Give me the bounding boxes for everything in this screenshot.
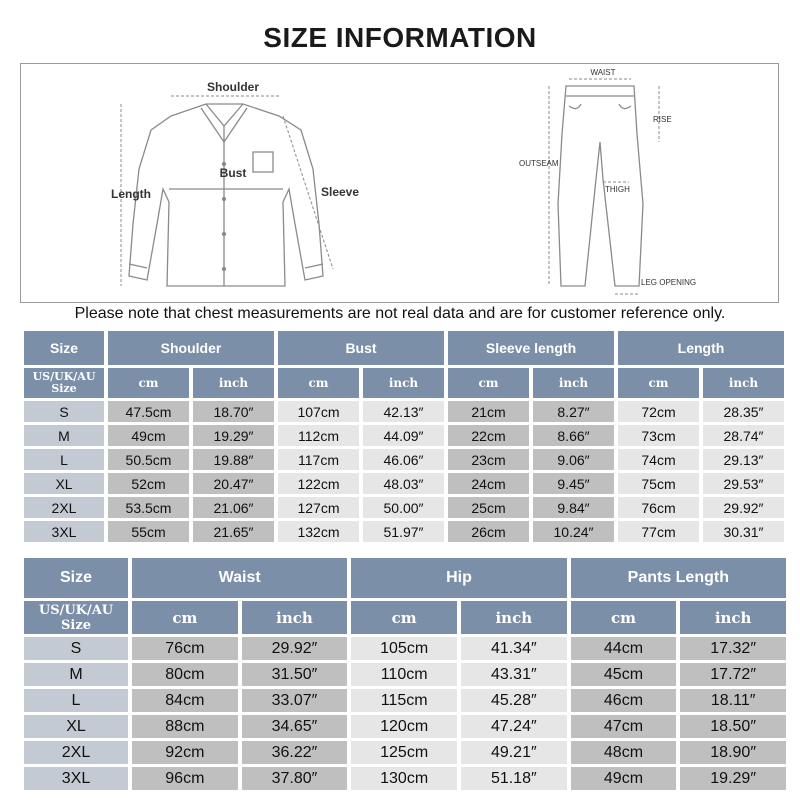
unit-inch: inch bbox=[461, 601, 567, 634]
cm-value-cell: 47.5cm bbox=[108, 401, 189, 422]
cm-value-cell: 24cm bbox=[448, 473, 529, 494]
cm-value-cell: 74cm bbox=[618, 449, 699, 470]
bust-header: Bust bbox=[278, 331, 444, 365]
shirt-label-bust: Bust bbox=[219, 166, 247, 180]
cm-value-cell: 25cm bbox=[448, 497, 529, 518]
pants-label-waist: WAIST bbox=[590, 68, 616, 77]
cm-value-cell: 117cm bbox=[278, 449, 359, 470]
inch-value-cell: 34.65″ bbox=[242, 715, 348, 738]
inch-value-cell: 37.80″ bbox=[242, 767, 348, 790]
size-label-cell: L bbox=[24, 689, 128, 712]
cm-value-cell: 50.5cm bbox=[108, 449, 189, 470]
inch-value-cell: 46.06″ bbox=[363, 449, 444, 470]
table-row bbox=[24, 497, 784, 518]
inch-value-cell: 50.00″ bbox=[363, 497, 444, 518]
table-row bbox=[24, 401, 784, 422]
inch-value-cell: 45.28″ bbox=[461, 689, 567, 712]
inch-value-cell: 29.92″ bbox=[703, 497, 784, 518]
unit-inch: inch bbox=[533, 368, 614, 398]
table-row bbox=[24, 663, 786, 686]
cm-value-cell: 112cm bbox=[278, 425, 359, 446]
size-label-cell: L bbox=[24, 449, 104, 470]
inch-value-cell: 18.90″ bbox=[680, 741, 786, 764]
inch-value-cell: 19.29″ bbox=[193, 425, 274, 446]
table-header-row bbox=[24, 331, 784, 365]
cm-value-cell: 130cm bbox=[351, 767, 457, 790]
shirt-label-length: Length bbox=[111, 187, 151, 201]
shirt-icon bbox=[129, 104, 323, 286]
size-region-header bbox=[24, 601, 128, 634]
size-label-cell: M bbox=[24, 425, 104, 446]
inch-value-cell: 18.50″ bbox=[680, 715, 786, 738]
pants-length-header: Pants Length bbox=[571, 558, 786, 598]
length-header: Length bbox=[618, 331, 784, 365]
cm-value-cell: 46cm bbox=[571, 689, 677, 712]
cm-value-cell: 49cm bbox=[571, 767, 677, 790]
size-label-cell: 2XL bbox=[24, 741, 128, 764]
unit-cm: cm bbox=[108, 368, 189, 398]
shirt-label-shoulder: Shoulder bbox=[206, 80, 260, 94]
inch-value-cell: 19.29″ bbox=[680, 767, 786, 790]
inch-value-cell: 28.35″ bbox=[703, 401, 784, 422]
cm-value-cell: 110cm bbox=[351, 663, 457, 686]
table-row bbox=[24, 473, 784, 494]
size-label-cell: 3XL bbox=[24, 767, 128, 790]
table-row bbox=[24, 521, 784, 542]
inch-value-cell: 21.65″ bbox=[193, 521, 274, 542]
inch-value-cell: 29.13″ bbox=[703, 449, 784, 470]
inch-value-cell: 36.22″ bbox=[242, 741, 348, 764]
table-unit-row bbox=[24, 601, 786, 634]
pants-size-table bbox=[20, 555, 790, 793]
cm-value-cell: 44cm bbox=[571, 637, 677, 660]
cm-value-cell: 132cm bbox=[278, 521, 359, 542]
unit-inch: inch bbox=[193, 368, 274, 398]
size-region-line1: US/UK/AU bbox=[32, 370, 96, 383]
cm-value-cell: 80cm bbox=[132, 663, 238, 686]
cm-value-cell: 47cm bbox=[571, 715, 677, 738]
size-label-cell: S bbox=[24, 637, 128, 660]
shirt-size-table bbox=[20, 328, 788, 545]
inch-value-cell: 48.03″ bbox=[363, 473, 444, 494]
size-label-cell: S bbox=[24, 401, 104, 422]
cm-value-cell: 52cm bbox=[108, 473, 189, 494]
pants-label-rise: RISE bbox=[653, 115, 672, 124]
size-region-header bbox=[24, 368, 104, 398]
inch-value-cell: 17.32″ bbox=[680, 637, 786, 660]
size-label-cell: 3XL bbox=[24, 521, 104, 542]
page-title: SIZE INFORMATION bbox=[263, 22, 537, 53]
size-region-line2: Size bbox=[51, 382, 77, 395]
cm-value-cell: 75cm bbox=[618, 473, 699, 494]
cm-value-cell: 107cm bbox=[278, 401, 359, 422]
sleeve-length-header: Sleeve length bbox=[448, 331, 614, 365]
inch-value-cell: 18.70″ bbox=[193, 401, 274, 422]
table-row bbox=[24, 425, 784, 446]
size-region-line2: Size bbox=[61, 617, 91, 633]
inch-value-cell: 9.06″ bbox=[533, 449, 614, 470]
cm-value-cell: 23cm bbox=[448, 449, 529, 470]
inch-value-cell: 8.27″ bbox=[533, 401, 614, 422]
size-region-line1: US/UK/AU bbox=[38, 602, 114, 618]
inch-value-cell: 44.09″ bbox=[363, 425, 444, 446]
cm-value-cell: 26cm bbox=[448, 521, 529, 542]
table-header-row bbox=[24, 558, 786, 598]
hip-header: Hip bbox=[351, 558, 566, 598]
inch-value-cell: 17.72″ bbox=[680, 663, 786, 686]
table-row bbox=[24, 715, 786, 738]
unit-cm: cm bbox=[278, 368, 359, 398]
table-row bbox=[24, 637, 786, 660]
shirt-label-sleeve: Sleeve bbox=[321, 185, 360, 199]
unit-inch: inch bbox=[703, 368, 784, 398]
inch-value-cell: 51.97″ bbox=[363, 521, 444, 542]
inch-value-cell: 18.11″ bbox=[680, 689, 786, 712]
disclaimer-note: Please note that chest measurements are not real data and are for customer reference only. bbox=[74, 305, 726, 322]
size-label-cell: M bbox=[24, 663, 128, 686]
cm-value-cell: 120cm bbox=[351, 715, 457, 738]
size-label-cell: XL bbox=[24, 715, 128, 738]
inch-value-cell: 33.07″ bbox=[242, 689, 348, 712]
cm-value-cell: 72cm bbox=[618, 401, 699, 422]
pants-label-leg-opening: LEG OPENING bbox=[641, 278, 697, 287]
cm-value-cell: 92cm bbox=[132, 741, 238, 764]
inch-value-cell: 42.13″ bbox=[363, 401, 444, 422]
measurement-diagram-svg bbox=[21, 64, 778, 302]
cm-value-cell: 55cm bbox=[108, 521, 189, 542]
inch-value-cell: 20.47″ bbox=[193, 473, 274, 494]
cm-value-cell: 45cm bbox=[571, 663, 677, 686]
pants-icon bbox=[558, 86, 643, 286]
cm-value-cell: 77cm bbox=[618, 521, 699, 542]
cm-value-cell: 73cm bbox=[618, 425, 699, 446]
inch-value-cell: 47.24″ bbox=[461, 715, 567, 738]
cm-value-cell: 21cm bbox=[448, 401, 529, 422]
unit-cm: cm bbox=[448, 368, 529, 398]
inch-value-cell: 21.06″ bbox=[193, 497, 274, 518]
inch-value-cell: 41.34″ bbox=[461, 637, 567, 660]
inch-value-cell: 9.84″ bbox=[533, 497, 614, 518]
cm-value-cell: 115cm bbox=[351, 689, 457, 712]
inch-value-cell: 9.45″ bbox=[533, 473, 614, 494]
table-unit-row bbox=[24, 368, 784, 398]
unit-inch: inch bbox=[680, 601, 786, 634]
table-row bbox=[24, 449, 784, 470]
inch-value-cell: 28.74″ bbox=[703, 425, 784, 446]
unit-cm: cm bbox=[351, 601, 457, 634]
cm-value-cell: 53.5cm bbox=[108, 497, 189, 518]
inch-value-cell: 8.66″ bbox=[533, 425, 614, 446]
size-label-cell: XL bbox=[24, 473, 104, 494]
cm-value-cell: 49cm bbox=[108, 425, 189, 446]
cm-value-cell: 96cm bbox=[132, 767, 238, 790]
unit-inch: inch bbox=[242, 601, 348, 634]
inch-value-cell: 29.92″ bbox=[242, 637, 348, 660]
size-header: Size bbox=[24, 331, 104, 365]
pants-label-outseam: OUTSEAM bbox=[519, 159, 559, 168]
inch-value-cell: 30.31″ bbox=[703, 521, 784, 542]
table-row bbox=[24, 689, 786, 712]
cm-value-cell: 76cm bbox=[618, 497, 699, 518]
measurement-diagram bbox=[20, 63, 779, 303]
cm-value-cell: 88cm bbox=[132, 715, 238, 738]
waist-header: Waist bbox=[132, 558, 347, 598]
pants-label-thigh: THIGH bbox=[605, 185, 630, 194]
cm-value-cell: 22cm bbox=[448, 425, 529, 446]
inch-value-cell: 43.31″ bbox=[461, 663, 567, 686]
cm-value-cell: 84cm bbox=[132, 689, 238, 712]
inch-value-cell: 51.18″ bbox=[461, 767, 567, 790]
cm-value-cell: 48cm bbox=[571, 741, 677, 764]
table-row bbox=[24, 741, 786, 764]
shoulder-header: Shoulder bbox=[108, 331, 274, 365]
inch-value-cell: 29.53″ bbox=[703, 473, 784, 494]
cm-value-cell: 105cm bbox=[351, 637, 457, 660]
cm-value-cell: 122cm bbox=[278, 473, 359, 494]
inch-value-cell: 31.50″ bbox=[242, 663, 348, 686]
inch-value-cell: 10.24″ bbox=[533, 521, 614, 542]
size-header: Size bbox=[24, 558, 128, 598]
unit-inch: inch bbox=[363, 368, 444, 398]
unit-cm: cm bbox=[571, 601, 677, 634]
cm-value-cell: 76cm bbox=[132, 637, 238, 660]
cm-value-cell: 127cm bbox=[278, 497, 359, 518]
inch-value-cell: 49.21″ bbox=[461, 741, 567, 764]
table-row bbox=[24, 767, 786, 790]
size-label-cell: 2XL bbox=[24, 497, 104, 518]
unit-cm: cm bbox=[132, 601, 238, 634]
cm-value-cell: 125cm bbox=[351, 741, 457, 764]
inch-value-cell: 19.88″ bbox=[193, 449, 274, 470]
unit-cm: cm bbox=[618, 368, 699, 398]
